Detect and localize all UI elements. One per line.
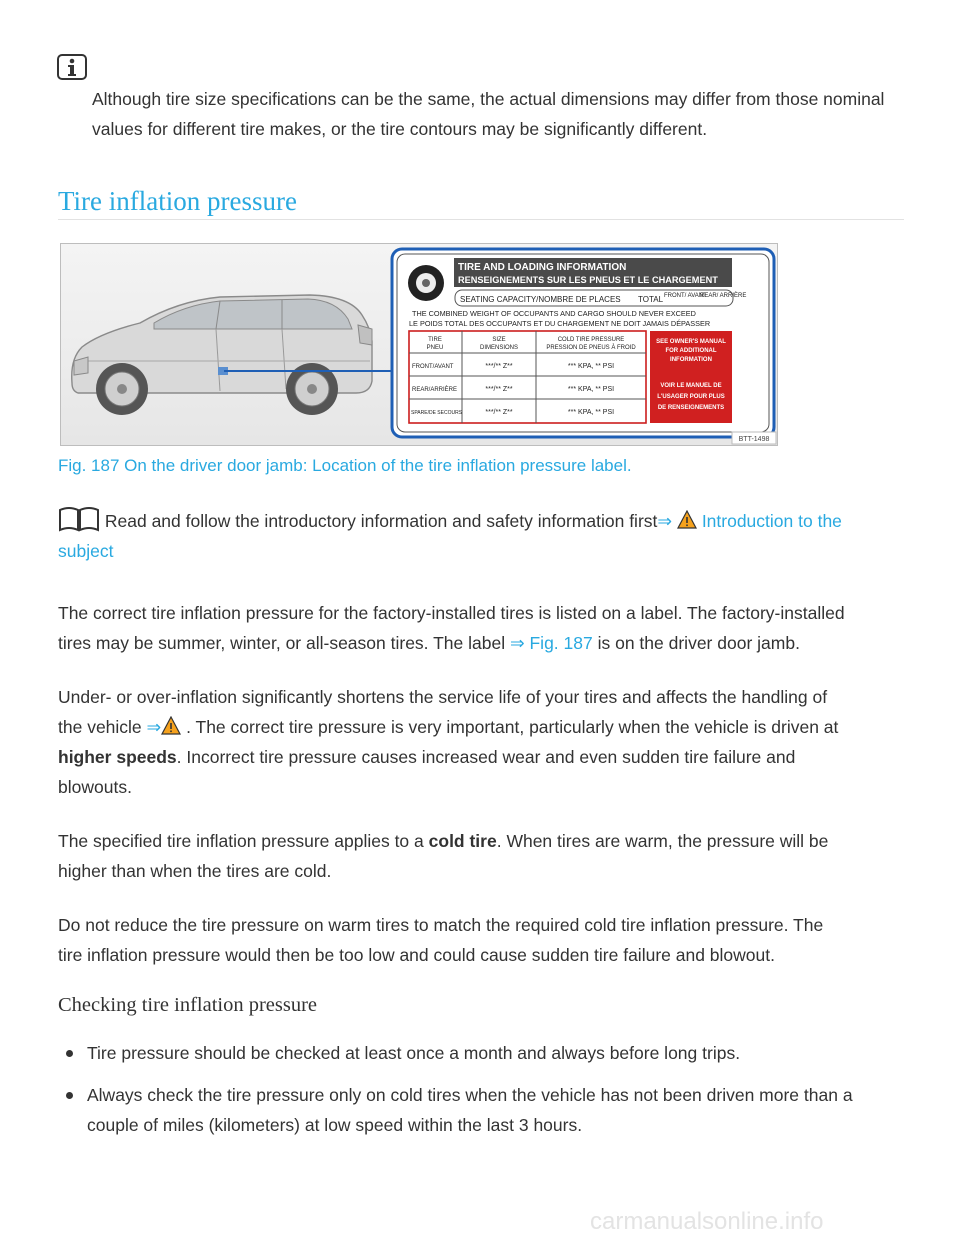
p3-c: higher than when the tires are cold. xyxy=(58,861,332,881)
p2-bold: higher speeds xyxy=(58,747,177,767)
p2-arrow[interactable]: ⇒ xyxy=(146,717,162,737)
section-title: Tire inflation pressure xyxy=(58,186,297,216)
paragraph-label-location xyxy=(58,598,908,658)
row-rear-pressure: *** KPA, ** PSI xyxy=(567,386,615,393)
list-item-text: Tire pressure should be checked at least once a month and always before long trips. xyxy=(87,1043,741,1063)
side-en-1: SEE OWNER'S MANUAL xyxy=(656,339,726,345)
row-spare-pressure: *** KPA, ** PSI xyxy=(567,409,615,416)
p3-b: . When tires are warm, the pressure will be xyxy=(496,831,829,851)
row-front-size: ***/** Z** xyxy=(485,363,513,370)
p1-b: tires may be summer, winter, or all-season tires. The label xyxy=(58,633,506,653)
p4-b: tire inflation pressure would then be too low and could cause sudden tire failure and blowout. xyxy=(58,945,775,965)
col3-a: COLD TIRE PRESSURE xyxy=(557,337,625,343)
book-icon xyxy=(58,506,100,532)
label-rear-arriere: REAR/ ARRIÈRE xyxy=(700,293,747,299)
watermark: carmanualsonline.info xyxy=(590,1208,824,1235)
p1-a: The correct tire inflation pressure for the factory-installed tires is listed on a label. The factory-installed xyxy=(58,603,845,623)
p3-bold: cold tire xyxy=(428,831,497,851)
side-en-2: FOR ADDITIONAL xyxy=(665,348,717,354)
p3-a: The specified tire inflation pressure applies to a xyxy=(58,831,424,851)
row-rear-name: REAR/ARRIÈRE xyxy=(412,387,458,393)
side-fr-3: DE RENSEIGNEMENTS xyxy=(657,405,725,411)
p2-e: blowouts. xyxy=(58,777,132,797)
row-spare-name: SPARE/DE SECOURS xyxy=(411,410,463,416)
tire-label xyxy=(392,249,774,437)
list-item xyxy=(66,1080,902,1140)
row-rear-size: ***/** Z** xyxy=(485,386,513,393)
p1-c: is on the driver door jamb. xyxy=(597,633,800,653)
subheading: Checking tire inflation pressure xyxy=(58,994,318,1016)
warning-icon[interactable] xyxy=(677,510,697,529)
label-title-fr: RENSEIGNEMENTS SUR LES PNEUS ET LE CHARGEMENT xyxy=(458,275,718,285)
bullet-dot xyxy=(66,1092,73,1099)
intro-arrow[interactable]: ⇒ xyxy=(657,511,673,531)
label-title-en: TIRE AND LOADING INFORMATION xyxy=(458,262,627,273)
col2-b: DIMENSIONS xyxy=(479,345,519,351)
list-item-text: Always check the tire pressure only on cold tires when the vehicle has not been driven more than a couple of miles (kilometers) at low speed within the last 3 hours. xyxy=(87,1085,853,1135)
intro-link-2[interactable]: subject xyxy=(58,541,114,561)
info-icon xyxy=(57,54,87,80)
label-weight-en: THE COMBINED WEIGHT OF OCCUPANTS AND CARGO SHOULD NEVER EXCEED xyxy=(412,309,696,318)
paragraph-underinflation xyxy=(58,682,908,802)
bullet-dot xyxy=(66,1050,73,1057)
side-fr-1: VOIR LE MANUEL DE xyxy=(660,383,722,389)
side-en-3: INFORMATION xyxy=(670,357,712,363)
warning-icon[interactable] xyxy=(161,716,181,735)
col1-a: TIRE xyxy=(428,337,442,343)
p2-c: . The correct tire pressure is very important, particularly when the vehicle is driven at xyxy=(186,717,839,737)
label-total: TOTAL xyxy=(638,295,664,304)
label-front-avant: FRONT/ AVANT xyxy=(664,293,707,299)
note-text: Although tire size specifications can be the same, the actual dimensions may differ from those nominal values for different tire makes, or the tire contours may be significantly different. xyxy=(92,89,885,139)
figure-caption: Fig. 187 On the driver door jamb: Location of the tire inflation pressure label. xyxy=(58,456,632,475)
intro-paragraph xyxy=(58,506,908,566)
side-fr-2: L'USAGER POUR PLUS xyxy=(657,394,725,400)
row-front-name: FRONT/AVANT xyxy=(412,364,454,370)
p2-b: the vehicle xyxy=(58,717,142,737)
col1-b: PNEU xyxy=(426,345,444,351)
figure-tire-label xyxy=(60,243,778,446)
row-front-pressure: *** KPA, ** PSI xyxy=(567,363,615,370)
fig-187-link[interactable]: ⇒ Fig. 187 xyxy=(509,633,593,653)
col3-b: PRESSION DE PNEUS À FROID xyxy=(546,345,636,351)
col2-a: SIZE xyxy=(492,337,506,343)
intro-link-1[interactable]: Introduction to the xyxy=(701,511,842,531)
p2-a: Under- or over-inflation significantly shortens the service life of your tires and affects the handling of xyxy=(58,687,828,707)
figure-code: BTT-1498 xyxy=(738,436,770,443)
row-spare-size: ***/** Z** xyxy=(485,409,513,416)
list-item xyxy=(66,1038,902,1068)
intro-text: Read and follow the introductory information and safety information first xyxy=(104,511,658,531)
paragraph-cold-tire xyxy=(58,826,908,886)
divider xyxy=(58,219,904,220)
paragraph-warm-tires xyxy=(58,910,908,970)
label-weight-fr: LE POIDS TOTAL DES OCCUPANTS ET DU CHARGEMENT NE DOIT JAMAIS DÉPASSER xyxy=(409,319,711,328)
label-seating: SEATING CAPACITY/NOMBRE DE PLACES xyxy=(460,295,621,304)
p4-a: Do not reduce the tire pressure on warm tires to match the required cold tire inflation pressure. The xyxy=(58,915,824,935)
p2-d: . Incorrect tire pressure causes increased wear and even sudden tire failure and xyxy=(176,747,796,767)
